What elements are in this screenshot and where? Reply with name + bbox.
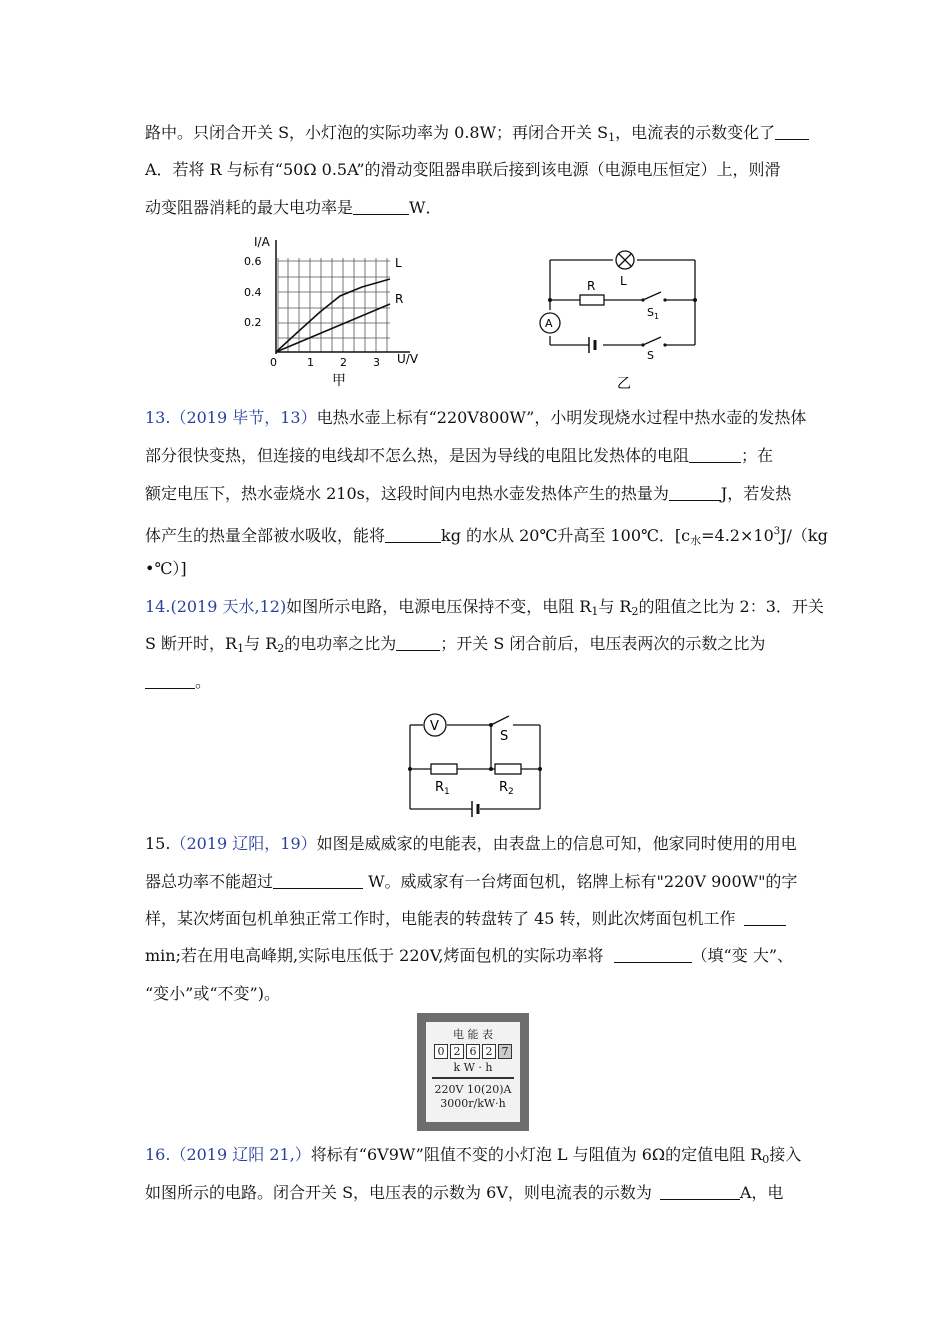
graph-xtick: 3 (373, 356, 380, 369)
q14-line2: S 断开时，$R_1$与 $R_2$的电功率之比为 ；开关 S 闭合前后，电压表两次的示数之比为 (145, 634, 766, 655)
meter-rating: 220V 10(20)A (434, 1083, 512, 1096)
q16-line2: 如图所示的电路。闭合开关 S，电压表的示数为 6V，则电流表的示数为 A，电 (145, 1183, 784, 1202)
q16-line1: 16.（2019 辽阳 21,）将标有“6V9W”阻值不变的小灯泡 L 与阻值为 6Ω的定值电阻 $R_0$接入 (145, 1145, 802, 1166)
meter-unit: k W · h (453, 1061, 493, 1074)
switch-s-label: S (500, 729, 509, 744)
meter-title: 电 能 表 (453, 1028, 493, 1041)
q14-line3: 。 (145, 671, 211, 693)
switch1-label: $S_1$ (647, 306, 660, 321)
energy-meter (417, 1013, 529, 1131)
lamp-label: L (620, 274, 627, 288)
circuit-q14 (405, 708, 545, 818)
meter-revolutions: 3000r/kW·h (440, 1097, 506, 1110)
graph-xlabel: U/V (397, 352, 419, 366)
q15-line3: 样，某次烤面包机单独正常工作时，电能表的转盘转了 45 转，则此次烤面包机工作 (145, 908, 786, 930)
meter-digit: 2 (482, 1044, 496, 1059)
graph-xtick: 1 (307, 356, 314, 369)
graph-xtick: 0 (270, 356, 277, 369)
q13-line5: •℃）] (145, 559, 187, 578)
switch-label: S (647, 349, 654, 362)
q15-line4: min;若在用电高峰期,实际电压低于 220V,烤面包机的实际功率将 （填“变 大”、 (145, 946, 793, 965)
ammeter-label: A (545, 317, 553, 330)
meter-digit: 0 (434, 1044, 448, 1059)
graph-xtick: 2 (340, 356, 347, 369)
curve-label-l: L (395, 256, 402, 270)
q14-line1: 14.(2019 天水,12)如图所示电路，电源电压保持不变，电阻 $R_1$与 $R_2$的阻值之比为 2：3．开关 (145, 597, 824, 618)
meter-digit: 6 (466, 1044, 480, 1059)
r2-label: $R_2$ (499, 780, 514, 797)
q12-line1: 路中。只闭合开关 S，小灯泡的实际功率为 0.8W；再闭合开关 $S_1$，电流表的示数变化了 (145, 122, 809, 149)
circuit-yi (525, 240, 715, 395)
graph-ytick: 0.2 (244, 316, 262, 329)
q13-line2: 部分很快变热，但连接的电线却不怎么热，是因为导线的电阻比发热体的电阻 ；在 (145, 446, 774, 465)
meter-digit: 7 (498, 1044, 512, 1059)
resistor-label: R (587, 279, 596, 293)
q13-line1: 13.（2019 毕节，13）电热水壶上标有“220V800W”，小明发现烧水过程中热水壶的发热体 (145, 408, 807, 427)
meter-digits (426, 1044, 520, 1059)
q15-line1: 15.（2019 辽阳，19）如图是威威家的电能表，由表盘上的信息可知，他家同时使用的用电 (145, 834, 797, 853)
graph-caption: 甲 (332, 373, 346, 389)
q13-line4: 体产生的热量全部被水吸收，能将 kg 的水从 20℃升高至 100℃．[$c_水=4.2\times 10^3J/(kg$ (145, 526, 828, 547)
meter-digit: 2 (450, 1044, 464, 1059)
iu-graph (240, 232, 430, 392)
q12-line3: 动变阻器消耗的最大电功率是 W． (145, 198, 442, 217)
circuit-caption: 乙 (617, 376, 631, 392)
q15-line5: “变小”或“不变”)。 (145, 984, 280, 1003)
graph-ytick: 0.4 (244, 286, 262, 299)
q13-line3: 额定电压下，热水壶烧水 210s，这段时间内电热水壶发热体产生的热量为 J，若发热 (145, 484, 792, 503)
q15-line2: 器总功率不能超过 W。威威家有一台烤面包机，铭牌上标有"220V 900W"的字 (145, 872, 798, 891)
graph-ytick: 0.6 (244, 255, 262, 268)
voltmeter-label: V (430, 719, 439, 734)
curve-label-r: R (395, 292, 404, 306)
q12-line2: A．若将 R 与标有“50Ω 0.5A”的滑动变阻器串联后接到该电源（电源电压恒定）上，则滑 (145, 160, 781, 179)
graph-ylabel: I/A (254, 235, 270, 249)
r1-label: $R_1$ (435, 780, 450, 797)
